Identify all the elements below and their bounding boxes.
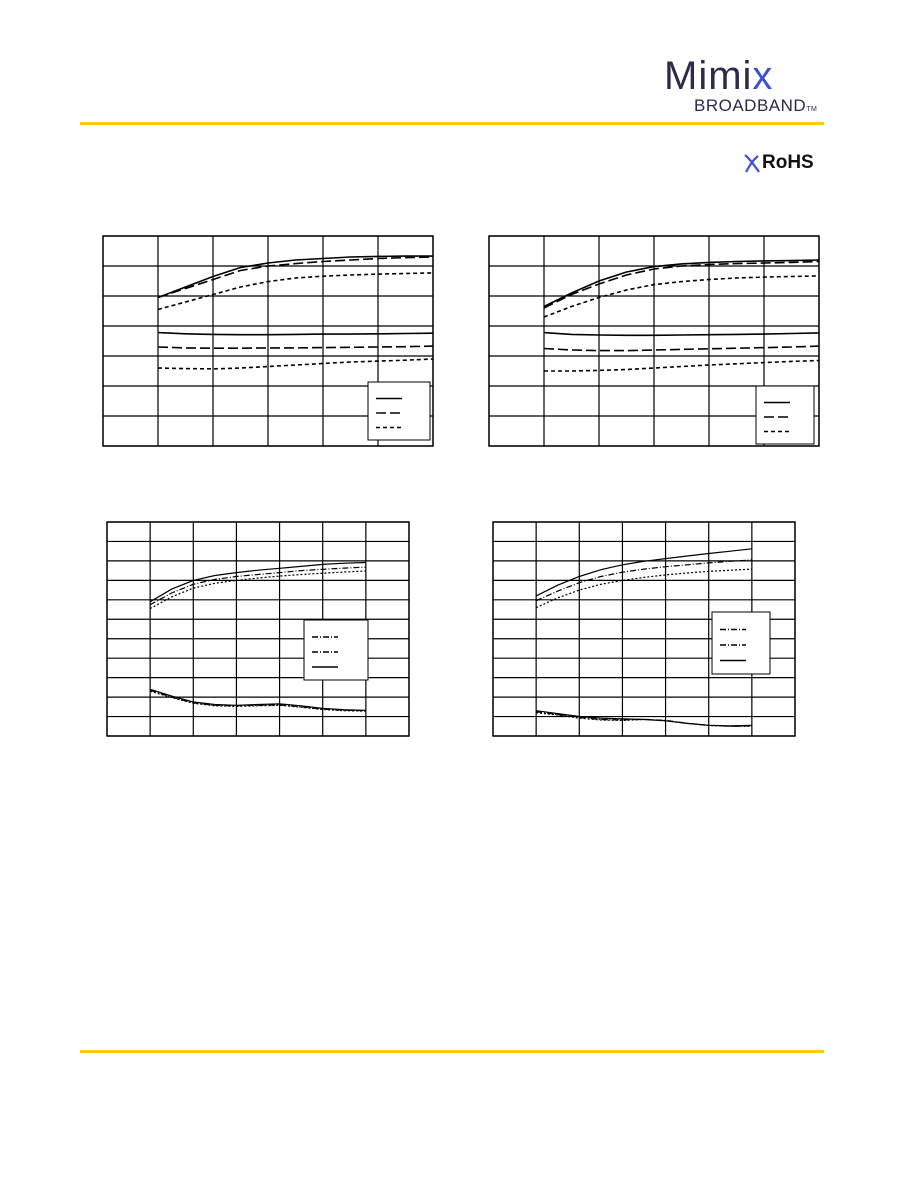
chart-bottom-left	[104, 518, 414, 742]
mimix-broadband-logo	[664, 56, 824, 120]
series-line-6	[158, 359, 433, 369]
series-line-5	[544, 346, 819, 351]
logo-wordmark: Mimix	[664, 54, 774, 98]
legend-box	[304, 620, 368, 680]
legend-box	[368, 382, 430, 440]
series-line-1	[536, 549, 752, 596]
legend-box	[756, 386, 814, 444]
series-line-6	[150, 691, 366, 711]
rohs-x-icon	[742, 151, 762, 175]
chart-top-right	[486, 230, 824, 452]
series-line-4	[158, 333, 433, 335]
series-line-1	[158, 256, 433, 297]
series-line-4	[536, 711, 752, 726]
series-line-3	[150, 571, 366, 609]
series-line-4	[544, 333, 819, 336]
logo-subtitle: BROADBANDTM	[694, 96, 818, 115]
series-line-3	[158, 273, 433, 310]
header-rule	[80, 122, 824, 125]
series-line-1	[544, 260, 819, 307]
series-line-6	[544, 361, 819, 372]
series-line-3	[536, 569, 752, 608]
legend-box	[712, 612, 770, 674]
chart-top-left	[100, 230, 438, 452]
footer-rule	[80, 1050, 824, 1053]
series-line-5	[158, 346, 433, 348]
series-line-2	[544, 262, 819, 309]
rohs-label: RoHS	[762, 152, 814, 173]
chart-bottom-right	[490, 518, 800, 742]
rohs-badge	[742, 151, 822, 175]
